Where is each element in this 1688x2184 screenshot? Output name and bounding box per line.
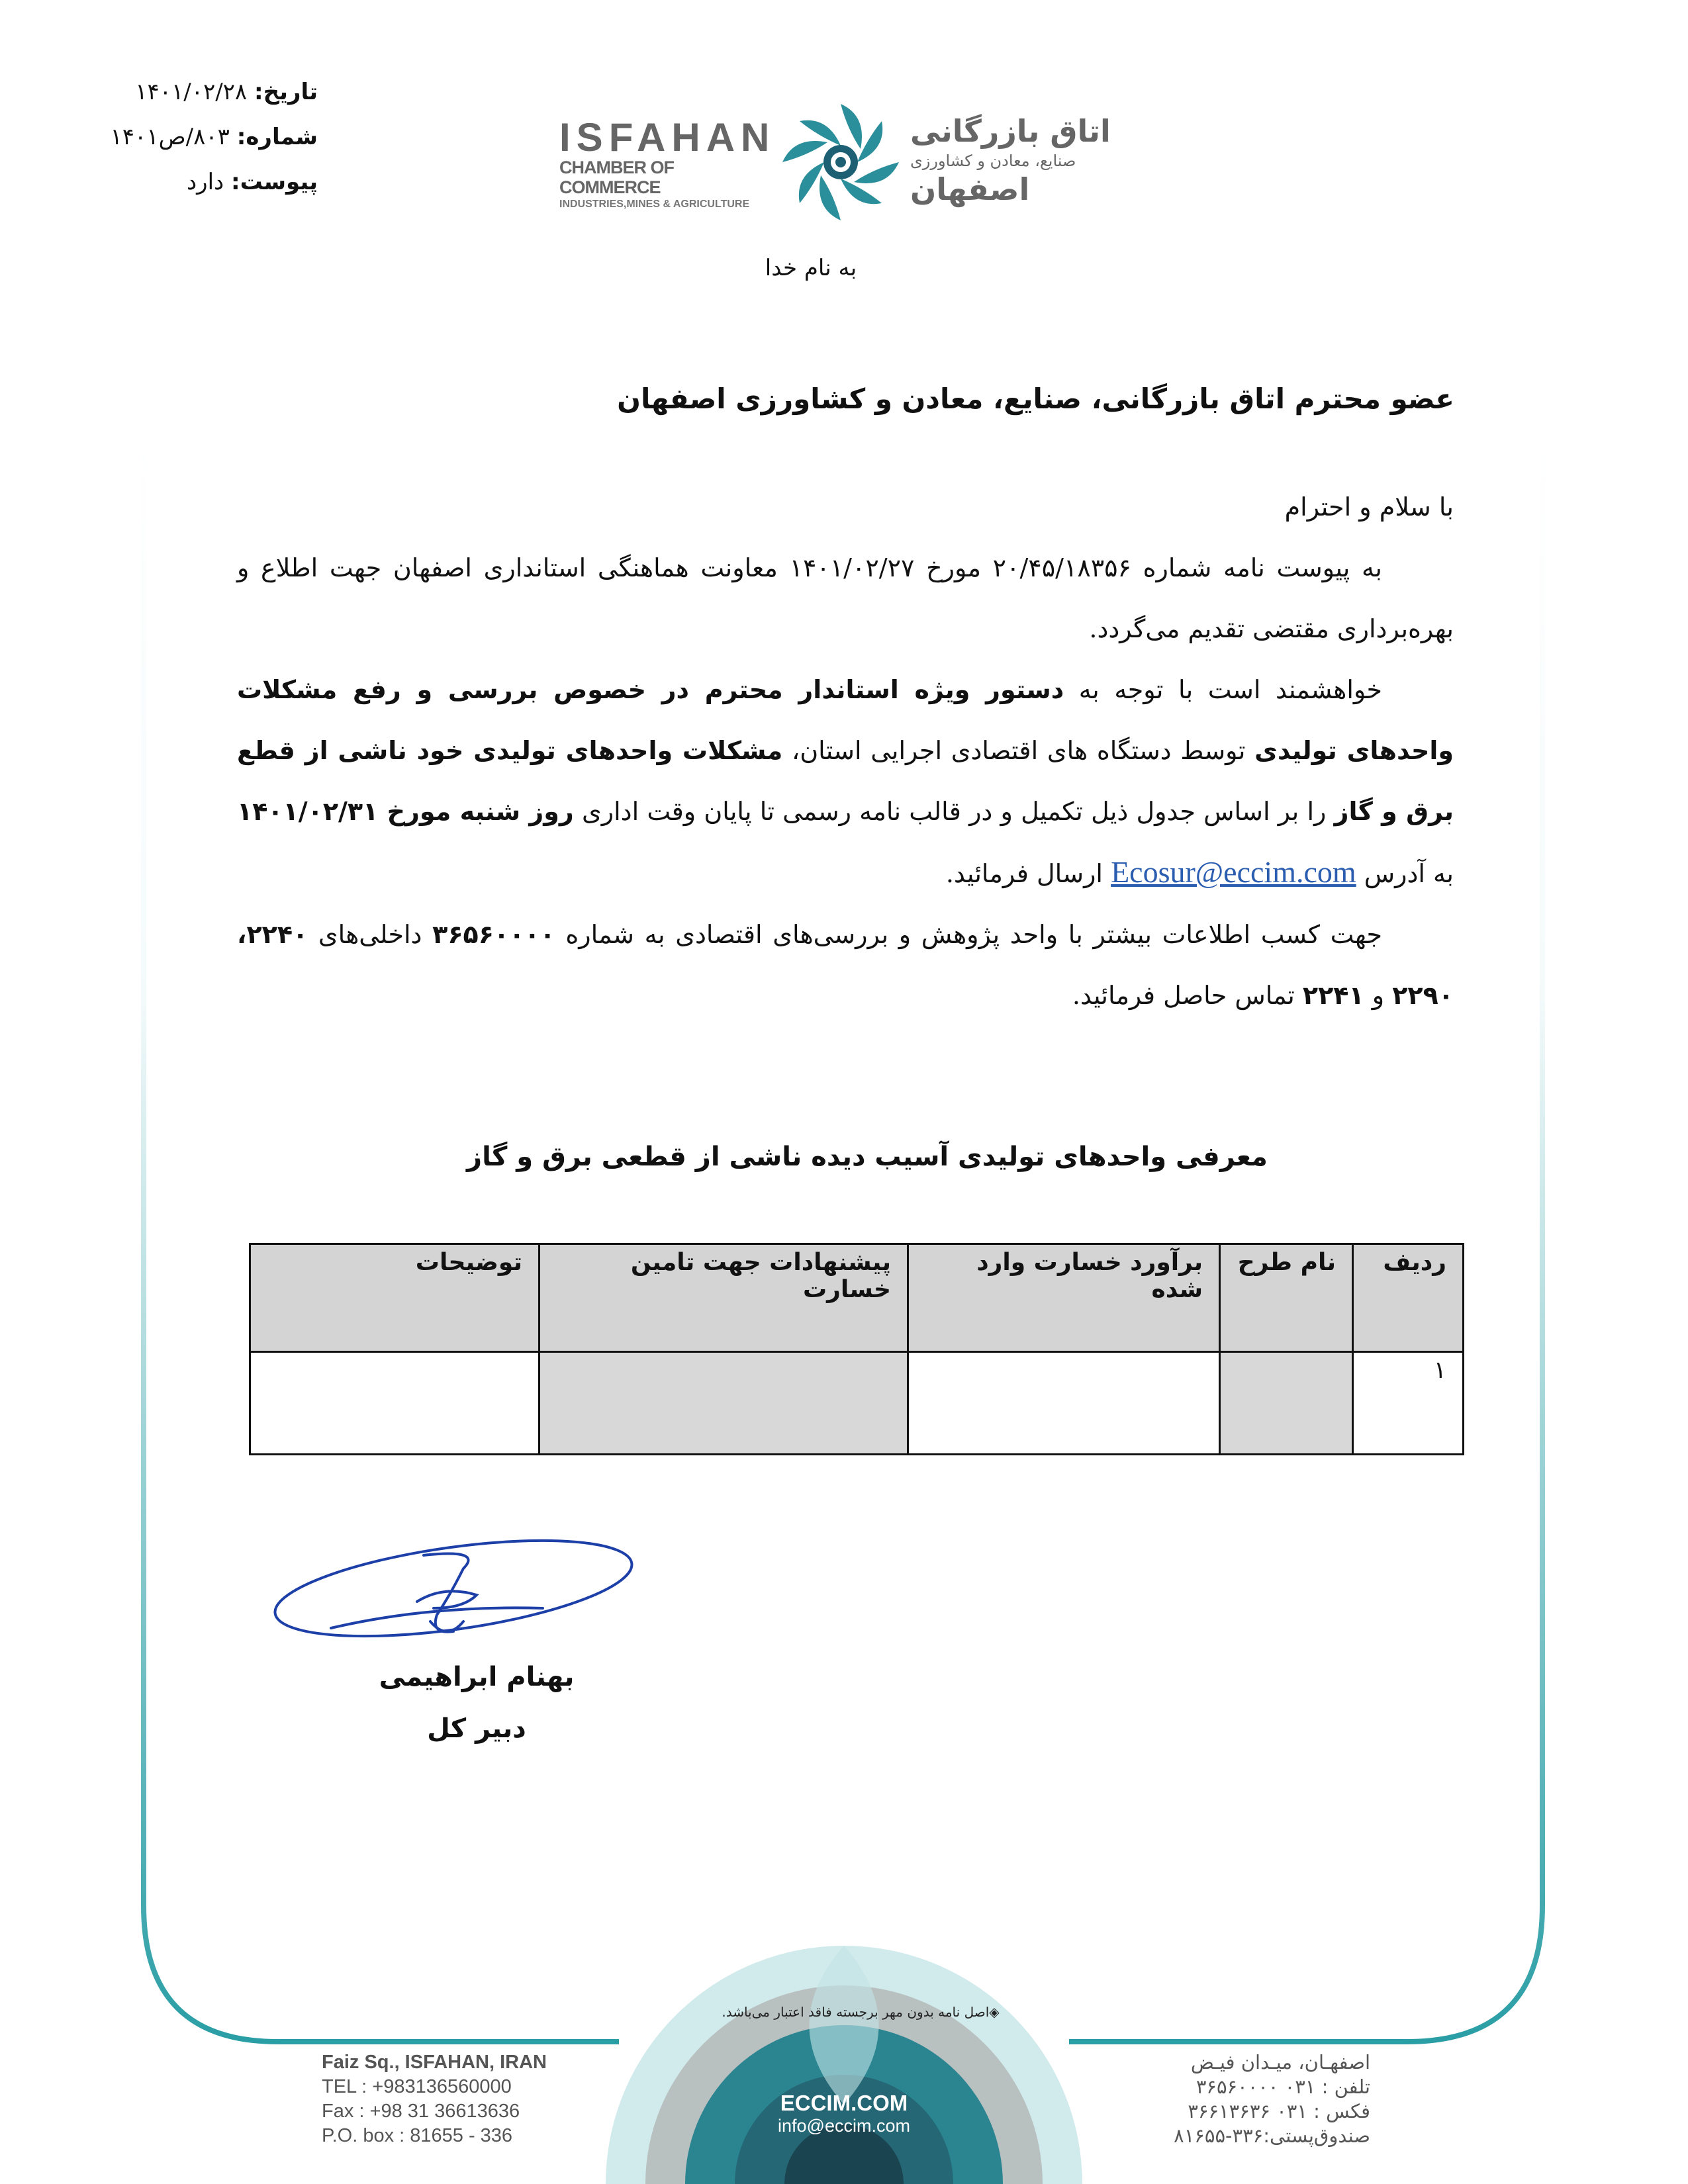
logo-en-line3: INDUSTRIES,MINES & AGRICULTURE [559,199,750,210]
col-header-compensation-suggestions: پیشنهادات جهت تامین خسارت [539,1244,908,1352]
p2-bold-1: دستور ویژه استاندار محترم در خصوص بررسی و رفع مشکلات واحدهای تولیدی [237,675,1454,765]
col-header-notes: توضیحات [250,1244,539,1352]
letter-body [237,477,1454,1026]
logo-fa-line1: اتاق بازرگانی [910,113,1111,149]
logo-en-line2: CHAMBER OF COMMERCE [559,158,674,197]
chamber-logo-icon [781,99,900,225]
p3-text-3: و [1364,981,1393,1010]
footer-emblem [606,1946,1082,2184]
logo-fa-line2: صنایع، معادن و کشاورزی [910,152,1076,170]
date-label: تاریخ: [254,79,318,105]
recipient-heading: عضو محترم اتاق بازرگانی، صنایع، معادن و کشاورزی اصفهان [617,383,1454,415]
col-header-row-number: ردیف [1353,1244,1464,1352]
footer-en-tel: TEL : +983136560000 [322,2076,512,2097]
number-value: ۸۰۳/ص۱۴۰۱ [110,124,230,150]
p2-text-3: را بر اساس جدول ذیل تکمیل و در قالب نامه رسمی تا پایان وقت اداری [573,797,1335,826]
footer-fa-tel: تلفن : ۰۳۱ ۳۶۵۶۰۰۰۰ [1196,2075,1370,2098]
p3-bold-1: ۳۶۵۶۰۰۰۰ [432,920,555,949]
letter-meta [110,69,318,205]
p2-bold-3: روز شنبه مورخ ۱۴۰۱/۰۲/۳۱ [237,797,574,826]
signer-title: دبیر کل [427,1713,526,1744]
footer-en-fax: Fax : +98 31 36613636 [322,2101,520,2122]
basmala: به نام خدا [765,255,857,281]
footer-en-po: P.O. box : 81655 - 336 [322,2125,513,2146]
paragraph-1: به پیوست نامه شماره ۲۰/۴۵/۱۸۳۵۶ مورخ ۱۴۰۱/۰۲/۲۷ معاونت هماهنگی استانداری اصفهان جهت اطلاع و بهره‌برداری مقتضی تقدیم می‌گردد. [237,553,1454,643]
cell-project-name[interactable] [1220,1352,1353,1455]
greeting: با سلام و احترام [1284,492,1454,522]
date-row [113,69,318,114]
attachment-row [113,159,318,205]
attachment-value: دارد [187,169,224,195]
email-link[interactable]: Ecosur@eccim.com [1111,855,1356,889]
p3-bold-3: ۲۲۴۱ [1302,981,1364,1010]
footer-fa-fax: فکس : ۰۳۱ ۳۶۶۱۳۶۳۶ [1188,2100,1370,2122]
p3-text-2: داخلی‌های [308,920,433,949]
number-label: شماره: [236,124,318,150]
table-row [250,1352,1464,1455]
footer-note: ◈اصل نامه بدون مهر برجسته فاقد اعتبار می‌باشد. [722,2004,1000,2020]
signer-block [344,1651,609,1754]
table-title: معرفی واحدهای تولیدی آسیب دیده ناشی از قطعی برق و گاز [467,1142,1268,1172]
footer-en-address: Faiz Sq., ISFAHAN, IRAN [322,2052,547,2073]
cell-row-number[interactable]: ۱ [1353,1352,1464,1455]
logo-en-name: ISFAHAN [559,115,776,159]
footer-persian-contact [1132,2050,1370,2148]
p3-text-1: جهت کسب اطلاعات بیشتر با واحد پژوهش و بررسی‌های اقتصادی به شماره [555,920,1382,949]
logo-persian-text [910,113,1129,206]
footer-fa-address: اصفهـان، میـدان فیـض [1190,2051,1370,2073]
footer-mail[interactable]: info@eccim.com [778,2116,910,2136]
date-value: ۱۴۰۱/۰۲/۲۸ [135,79,248,105]
table-header-row [250,1244,1464,1352]
cell-notes[interactable] [250,1352,539,1455]
damage-table [249,1243,1464,1455]
logo-english-text [559,115,778,212]
p2-text-4: به آدرس [1356,859,1454,888]
cell-compensation-suggestions[interactable] [539,1352,908,1455]
col-header-project-name: نام طرح [1220,1244,1353,1352]
footer-website-block [728,2091,960,2136]
col-header-damage-estimate: برآورد خسارت وارد شده [908,1244,1220,1352]
attachment-label: پیوست: [231,169,318,195]
paragraph-2 [237,659,1454,904]
p2-text-5: ارسال فرمائید. [945,859,1111,888]
signer-name: بهنام ابراهیمی [379,1662,575,1692]
cell-damage-estimate[interactable] [908,1352,1220,1455]
p3-text-4: تماس حاصل فرمائید. [1072,981,1303,1010]
p3-bold-2: ۲۲۴۰، ۲۲۹۰ [237,920,1454,1010]
signature-drawing [265,1516,649,1674]
footer-english-contact [322,2050,613,2148]
footer-fa-po: صندوق‌پستی:۳۳۶-۸۱۶۵۵ [1174,2124,1370,2147]
p2-bold-2: مشکلات واحدهای تولیدی خود ناشی از قطع برق و گاز [237,736,1454,826]
p2-text-1: خواهشمند است با توجه به [1064,675,1383,704]
number-row [110,114,318,159]
footer-site[interactable]: ECCIM.COM [780,2091,908,2115]
p2-text-2: توسط دستگاه های اقتصادی اجرایی استان، [782,736,1255,765]
paragraph-3 [237,904,1454,1026]
logo-fa-line3: اصفهان [910,171,1030,207]
